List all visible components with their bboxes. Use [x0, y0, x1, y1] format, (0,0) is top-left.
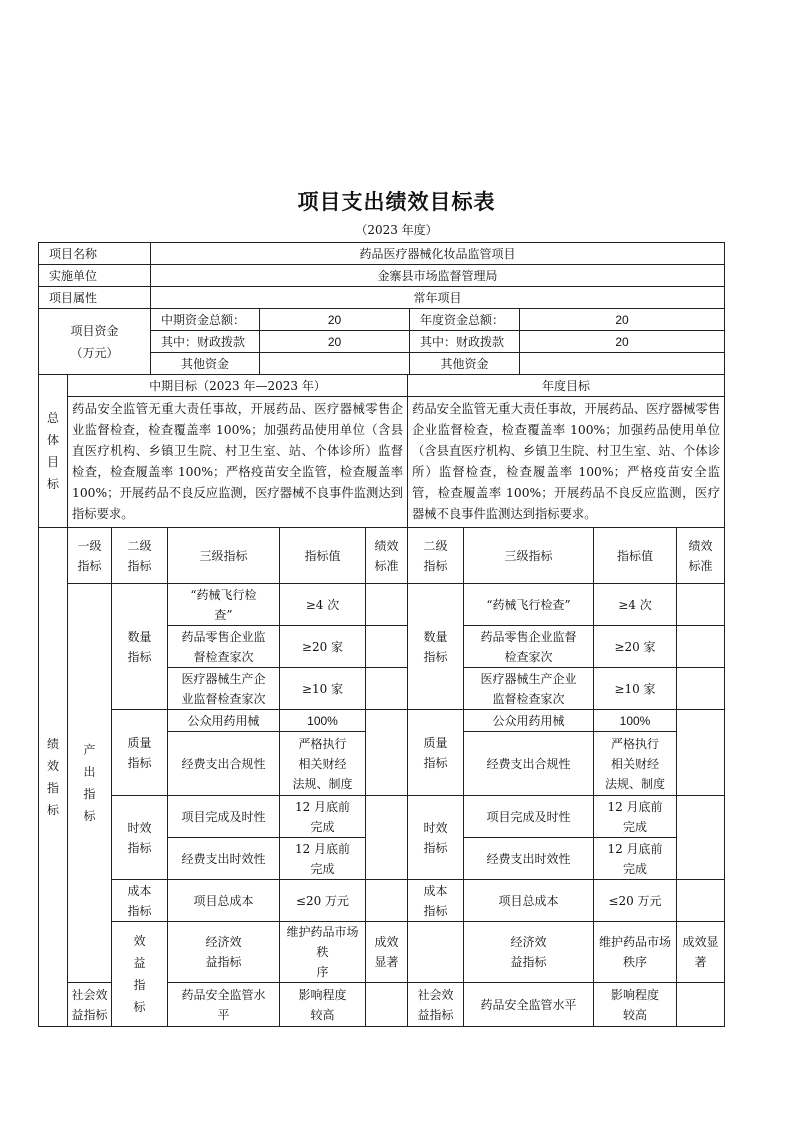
year-other-value	[520, 353, 725, 375]
implementing-unit-label: 实施单位	[39, 265, 151, 287]
year-t2-value: 12 月底前 完成	[594, 838, 677, 880]
mid-standard-header: 绩效 标准	[366, 528, 408, 584]
mid-q1-name: “药械飞行检 查”	[168, 584, 280, 626]
year-other-label: 其他资金	[410, 353, 520, 375]
year-e1-value: 成效显著	[677, 922, 725, 983]
year-q2-name: 药品零售企业监督 检查家次	[464, 626, 594, 668]
mid-q2-value: ≥20 家	[280, 626, 366, 668]
year-total-value: 20	[520, 309, 725, 331]
year-total-label: 年度资金总额：	[410, 309, 520, 331]
mid-c1-standard	[366, 880, 408, 922]
page-title: 项目支出绩效目标表	[297, 190, 496, 214]
year-value-header: 指标值	[594, 528, 677, 584]
year-t1-value: 12 月底前 完成	[594, 796, 677, 838]
performance-target-table	[38, 242, 724, 1027]
year-q3-name: 医疗器械生产企业 监督检查家次	[464, 668, 594, 710]
mid-quality-label: 质量 指标	[112, 710, 168, 796]
mid-q1-value: ≥4 次	[280, 584, 366, 626]
year-fiscal-value: 20	[520, 331, 725, 353]
mid-t2-value: 12 月底前 完成	[280, 838, 366, 880]
performance-indicators-table	[38, 527, 725, 1027]
year-q3-value: ≥10 家	[594, 668, 677, 710]
mid-q3-standard	[366, 668, 408, 710]
year-subtitle: （2023 年度）	[355, 223, 438, 237]
year-quality-label: 质量 指标	[408, 710, 464, 796]
output-indicators-label: 产 出 指 标	[68, 584, 112, 983]
year-level3-header: 三级指标	[464, 528, 594, 584]
year-q2-value: ≥20 家	[594, 626, 677, 668]
mid-e1-name: 维护药品市场秩 序	[280, 922, 366, 983]
funds-label: 项目资金 （万元）	[39, 309, 151, 375]
mid-ql1-standard	[366, 710, 408, 732]
mid-q1-standard	[366, 584, 408, 626]
year-c1-value: ≤20 万元	[594, 880, 677, 922]
mid-ql1-value: 100%	[280, 710, 366, 732]
mid-c1-name: 项目总成本	[168, 880, 280, 922]
mid-value-header: 指标值	[280, 528, 366, 584]
mid-total-value: 20	[260, 309, 410, 331]
year-t1-name: 项目完成及时性	[464, 796, 594, 838]
mid-s1-name: 药品安全监管水 平	[168, 983, 280, 1027]
mid-s1-standard	[366, 983, 408, 1027]
project-attribute-value: 常年项目	[151, 287, 725, 309]
mid-q2-standard	[366, 626, 408, 668]
mid-s1-value: 影响程度 较高	[280, 983, 366, 1027]
year-standard-header: 绩效 标准	[677, 528, 725, 584]
mid-t1-standard	[366, 796, 408, 838]
year-s1-name: 药品安全监管水平	[464, 983, 594, 1027]
mid-quantity-label: 数量 指标	[112, 584, 168, 710]
mid-t2-name: 经费支出时效性	[168, 838, 280, 880]
year-c1-standard	[677, 880, 725, 922]
benefit-indicators-label: 效 益 指 标	[112, 922, 168, 1027]
performance-indicators-label: 绩 效 指 标	[39, 528, 68, 1027]
implementing-unit-value: 金寨县市场监督管理局	[151, 265, 725, 287]
level1-header: 一级 指标	[68, 528, 112, 584]
year-ql1-standard	[677, 710, 725, 732]
year-ql2-name: 经费支出合规性	[464, 732, 594, 796]
mid-social-label: 社会效 益指标	[68, 983, 112, 1027]
year-ql2-value: 严格执行 相关财经 法规、制度	[594, 732, 677, 796]
mid-total-label: 中期资金总额：	[151, 309, 260, 331]
mid-q3-value: ≥10 家	[280, 668, 366, 710]
mid-q3-name: 医疗器械生产企 业监督检查家次	[168, 668, 280, 710]
year-level2-header: 二级 指标	[408, 528, 464, 584]
year-timeliness-label: 时效 指标	[408, 796, 464, 880]
mid-level2-header: 二级 指标	[112, 528, 168, 584]
mid-goal-header: 中期目标（2023 年—2023 年）	[68, 375, 408, 397]
mid-timeliness-label: 时效 指标	[112, 796, 168, 880]
mid-ql2-value: 严格执行 相关财经 法规、制度	[280, 732, 366, 796]
year-cost-label: 成本 指标	[408, 880, 464, 922]
year-q3-standard	[677, 668, 725, 710]
year-goal-header: 年度目标	[408, 375, 725, 397]
mid-t1-name: 项目完成及时性	[168, 796, 280, 838]
mid-economic-label: 经济效 益指标	[168, 922, 280, 983]
year-social-label: 社会效 益指标	[408, 983, 464, 1027]
mid-other-value	[260, 353, 410, 375]
project-info-table	[38, 242, 725, 375]
mid-q2-name: 药品零售企业监 督检查家次	[168, 626, 280, 668]
mid-t1-value: 12 月底前 完成	[280, 796, 366, 838]
mid-t2-standard	[366, 838, 408, 880]
year-ql2-standard	[677, 732, 725, 796]
year-quantity-label: 数量 指标	[408, 584, 464, 710]
project-name-value: 药品医疗器械化妆品监管项目	[151, 243, 725, 265]
year-q1-name: “药械飞行检查”	[464, 584, 594, 626]
year-q1-value: ≥4 次	[594, 584, 677, 626]
year-t2-standard	[677, 838, 725, 880]
year-t1-standard	[677, 796, 725, 838]
mid-ql2-name: 经费支出合规性	[168, 732, 280, 796]
year-s1-standard	[677, 983, 725, 1027]
mid-c1-value: ≤20 万元	[280, 880, 366, 922]
mid-other-label: 其他资金	[151, 353, 260, 375]
overall-goals-table	[38, 374, 725, 528]
mid-fiscal-label: 其中：财政拨款	[151, 331, 260, 353]
year-ql1-value: 100%	[594, 710, 677, 732]
mid-ql1-name: 公众用药用械	[168, 710, 280, 732]
year-q2-standard	[677, 626, 725, 668]
mid-e1-standard	[408, 922, 464, 983]
project-attribute-label: 项目属性	[39, 287, 151, 309]
mid-cost-label: 成本 指标	[112, 880, 168, 922]
overall-goals-label: 总 体 目 标	[39, 375, 68, 528]
year-q1-standard	[677, 584, 725, 626]
project-name-label: 项目名称	[39, 243, 151, 265]
mid-ql2-standard	[366, 732, 408, 796]
year-c1-name: 项目总成本	[464, 880, 594, 922]
mid-e1-value: 成效显著	[366, 922, 408, 983]
year-e1-name: 维护药品市场秩序	[594, 922, 677, 983]
mid-fiscal-value: 20	[260, 331, 410, 353]
year-fiscal-label: 其中：财政拨款	[410, 331, 520, 353]
mid-goal-text: 药品安全监管无重大责任事故，开展药品、医疗器械零售企业监督检查，检查覆盖率 100%；加强药品使用单位（含县直医疗机构、乡镇卫生院、村卫生室、站、个体诊所）监督检查，检查履盖率 100%；严格疫苗安全监管，检查履盖率 100%；开展药品不良反应监测，医疗器械不良事件监测达到指标要求。	[68, 397, 408, 528]
year-t2-name: 经费支出时效性	[464, 838, 594, 880]
year-ql1-name: 公众用药用械	[464, 710, 594, 732]
year-s1-value: 影响程度 较高	[594, 983, 677, 1027]
year-economic-label: 经济效 益指标	[464, 922, 594, 983]
year-goal-text: 药品安全监管无重大责任事故，开展药品、医疗器械零售企业监督检查，检查覆盖率 100%；加强药品使用单位（含县直医疗机构、乡镇卫生院、村卫生室、站、个体诊所）监督检查，检查履盖率 100%；严格疫苗安全监管，检查履盖率 100%；开展药品不良反应监测，医疗器械不良事件监测达到指标要求。	[408, 397, 725, 528]
mid-level3-header: 三级指标	[168, 528, 280, 584]
